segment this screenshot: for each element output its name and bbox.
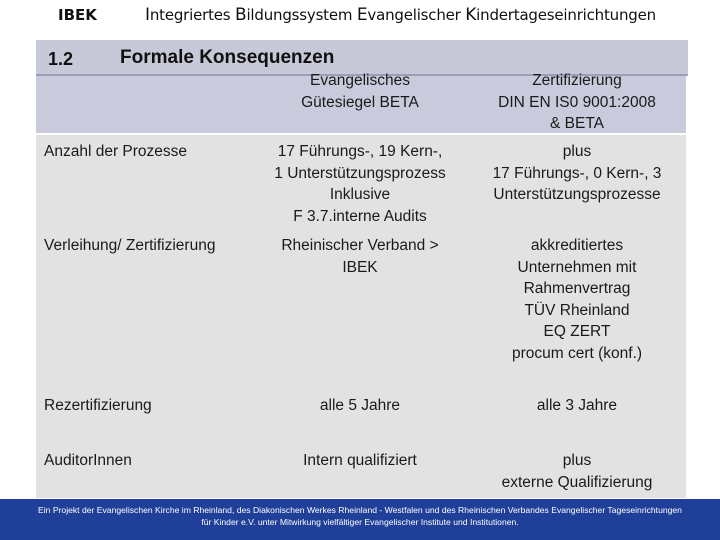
cell-line: Unternehmen mit xyxy=(517,258,637,276)
title-cap: E xyxy=(356,5,368,25)
cell-line: & BETA xyxy=(550,115,604,132)
cell-line: alle 5 Jahre xyxy=(319,397,401,414)
row-label xyxy=(44,395,254,417)
cell-line: Unterstützungsprozesse xyxy=(493,186,661,203)
footer-line: für Kinder e.V. unter Mitwirkung vielfältiger Evangelischer Institute und Institutionen. xyxy=(201,517,519,527)
cell-line: Verleihung/ Zertifizierung xyxy=(44,237,216,254)
cell-line: AuditorInnen xyxy=(44,452,132,469)
title-cap: K xyxy=(465,5,477,25)
cell-line: externe Qualifizierung xyxy=(501,473,653,491)
cell-line: plus xyxy=(562,143,592,160)
cell-line: Inklusive xyxy=(329,186,391,203)
table-cell xyxy=(255,235,465,278)
org-label: IBEK xyxy=(58,6,97,24)
cell-line: 17 Führungs-, 0 Kern-, 3 xyxy=(492,164,662,182)
cell-line: EQ ZERT xyxy=(543,323,611,340)
table-cell xyxy=(255,395,465,417)
cell-line: Rheinischer Verband > xyxy=(281,237,439,254)
table-cell xyxy=(255,141,465,227)
title-cap: I xyxy=(145,5,150,25)
cell-line: TÜV Rheinland xyxy=(524,301,630,319)
section-number: 1.2 xyxy=(48,49,74,69)
cell-line: Rahmenvertrag xyxy=(523,280,631,297)
title-rest: ntegriertes xyxy=(149,6,235,24)
cell-line: Intern qualifiziert xyxy=(303,452,417,469)
title-cap: B xyxy=(235,5,247,25)
section-title: Formale Konsequenzen xyxy=(120,47,335,68)
title-rest: indertageseinrichtungen xyxy=(476,6,656,24)
table-cell xyxy=(472,395,682,417)
cell-line: Rezertifizierung xyxy=(44,397,152,414)
cell-line: Anzahl der Prozesse xyxy=(44,143,188,160)
cell-line: 1 Unterstützungsprozess xyxy=(274,164,446,182)
header-cell-din xyxy=(472,70,682,135)
cell-line: DIN EN IS0 9001:2008 xyxy=(498,93,656,111)
cell-line: F 3.7.interne Audits xyxy=(293,207,427,225)
table-cell xyxy=(472,235,682,364)
cell-line: Gütesiegel BETA xyxy=(301,93,419,111)
cell-line: IBEK xyxy=(342,258,378,276)
header-cell-beta xyxy=(255,70,465,113)
cell-line: 17 Führungs-, 19 Kern-, xyxy=(277,143,443,160)
cell-line: plus xyxy=(562,452,592,469)
cell-line: akkreditiertes xyxy=(530,237,624,254)
row-label xyxy=(44,450,254,472)
cell-line: Zertifizierung xyxy=(532,72,622,89)
footer-bar xyxy=(0,499,720,540)
cell-line: procum cert (konf.) xyxy=(511,344,643,362)
row-label xyxy=(44,141,254,163)
program-title xyxy=(145,5,656,25)
cell-line: Evangelisches xyxy=(310,72,410,89)
table-cell xyxy=(255,450,465,472)
title-rest: vangelischer xyxy=(367,6,466,24)
slide-header xyxy=(0,0,720,32)
table-cell xyxy=(472,450,682,493)
footer-line: Ein Projekt der Evangelischen Kirche im Rheinland, des Diakonischen Werkes Rheinland - Westfalen und des Rheinischen Verbandes Evangelischer Tageseinrichtungen xyxy=(38,505,682,515)
row-label xyxy=(44,235,259,257)
cell-line: alle 3 Jahre xyxy=(536,397,618,414)
table-cell xyxy=(472,141,682,206)
title-rest: ildungssystem xyxy=(246,6,357,24)
